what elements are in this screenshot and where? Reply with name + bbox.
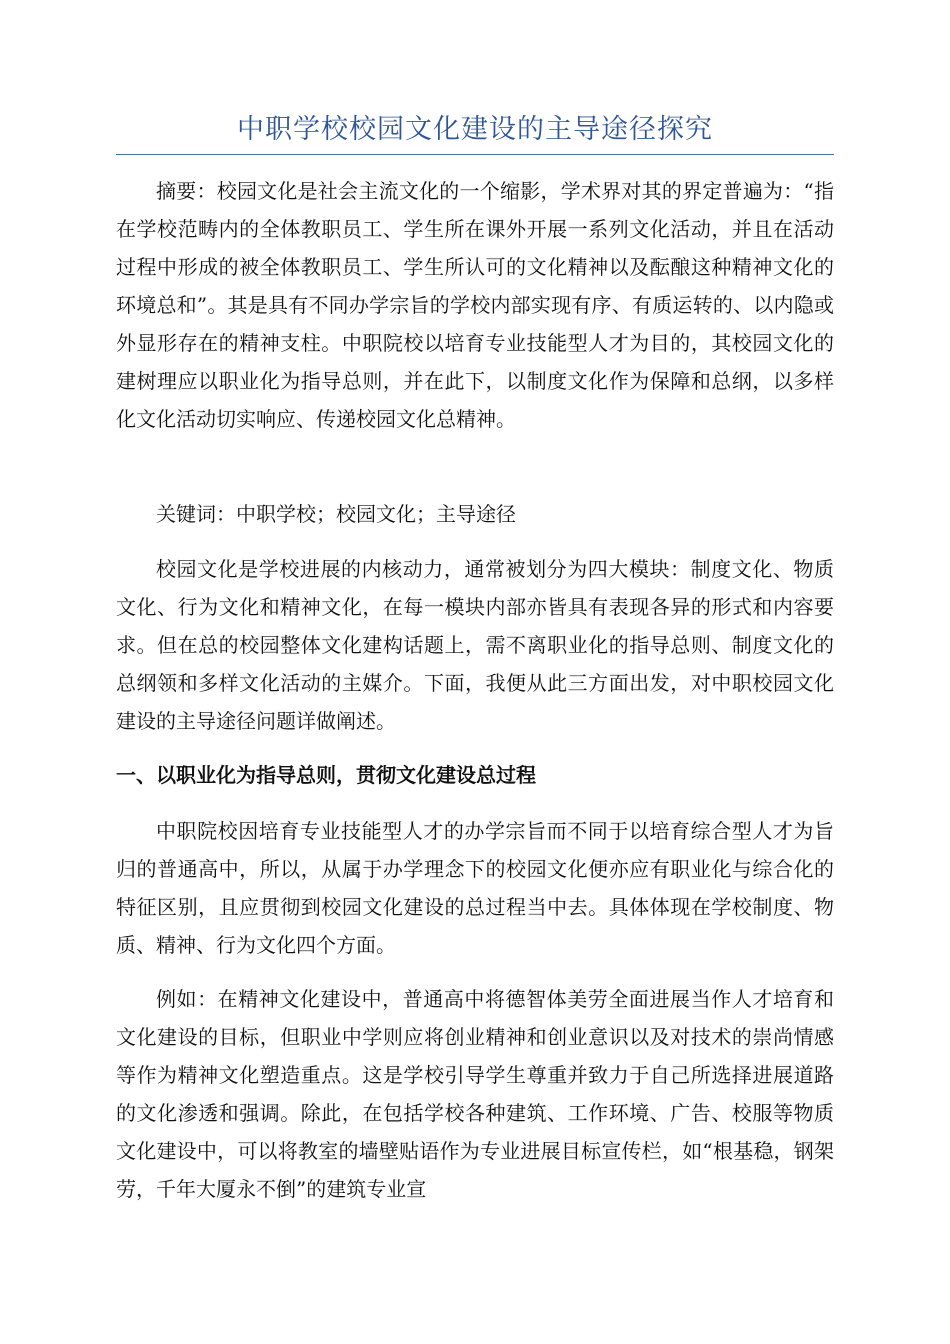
section-paragraph-1: 中职院校因培育专业技能型人才的办学宗旨而不同于以培育综合型人才为旨归的普通高中，所以，从属于办学理念下的校园文化便亦应有职业化与综合化的特征区别，且应贯彻到校园文化建设的总过程当中去。具体体现在学校制度、物质、精神、行为文化四个方面。 — [116, 819, 834, 957]
page-title: 中职学校校园文化建设的主导途径探究 — [237, 114, 713, 145]
intro-paragraph: 校园文化是学校进展的内核动力，通常被划分为四大模块：制度文化、物质文化、行为文化和精神文化，在每一模块内部亦皆具有表现各异的形式和内容要求。但在总的校园整体文化建构话题上，需不离职业化的指导总则、制度文化的总纲领和多样文化活动的主媒介。下面，我便从此三方面出发，对中职校园文化建设的主导途径问题详做阐述。 — [116, 557, 834, 733]
section-paragraph-2: 例如：在精神文化建设中，普通高中将德智体美劳全面进展当作人才培育和文化建设的目标，但职业中学则应将创业精神和创业意识以及对技术的崇尚情感等作为精神文化塑造重点。这是学校引导学生尊重并致力于自己所选择进展道路的文化渗透和强调。除此，在包括学校各种建筑、工作环境、广告、校服等物质文化建设中，可以将教室的墙壁贴语作为专业进展目标宣传栏，如“根基稳，钢架劳，千年大厦永不倒”的建筑专业宣 — [116, 987, 834, 1201]
abstract-paragraph: 摘要：校园文化是社会主流文化的一个缩影，学术界对其的界定普遍为：“指在学校范畴内的全体教职员工、学生所在课外开展一系列文化活动，并且在活动过程中形成的被全体教职员工、学生所认可的文化精神以及酝酿这种精神文化的环境总和”。其是具有不同办学宗旨的学校内部实现有序、有质运转的、以内隐或外显形存在的精神支柱。中职院校以培育专业技能型人才为目的，其校园文化的建树理应以职业化为指导总则，并在此下，以制度文化作为保障和总纲，以多样化文化活动切实响应、传递校园文化总精神。 — [116, 179, 834, 431]
keywords-line: 关键词：中职学校；校园文化；主导途径 — [156, 502, 516, 526]
title-underline — [116, 154, 834, 155]
section-heading: 一、以职业化为指导总则，贯彻文化建设总过程 — [116, 763, 536, 787]
